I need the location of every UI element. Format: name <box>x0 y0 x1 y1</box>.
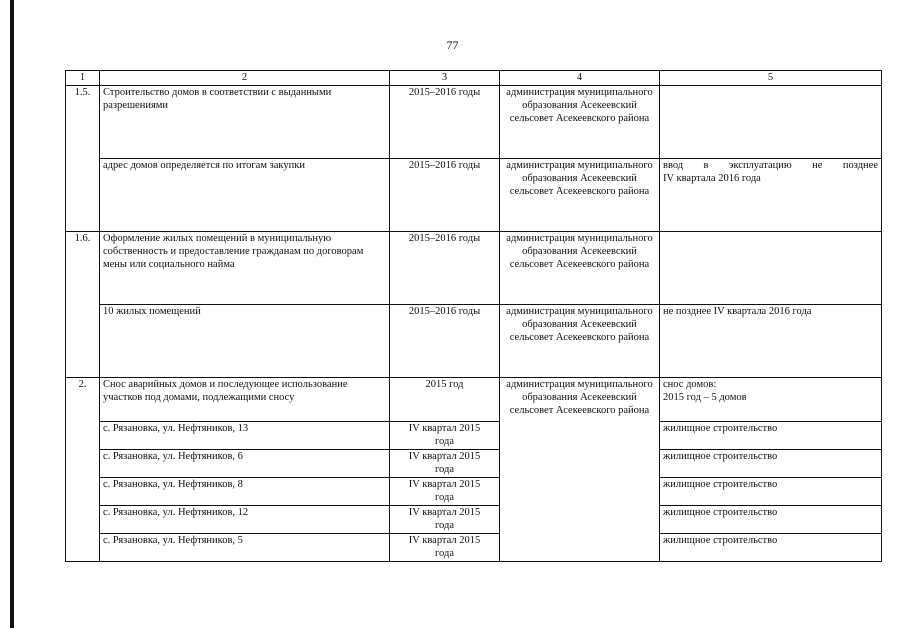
header-row <box>66 71 882 86</box>
activity-term: IV квартал 2015 года <box>390 534 500 562</box>
activity-term: 2015–2016 годы <box>390 232 500 305</box>
activity-term: 2015 год <box>390 378 500 422</box>
result-line: ввод в эксплуатацию не позднее <box>663 160 878 171</box>
house-address: с. Рязановка, ул. Нефтяников, 8 <box>100 478 390 506</box>
expected-result: жилищное строительство <box>660 450 882 478</box>
row-number: 2. <box>66 378 100 562</box>
activity-term: 2015–2016 годы <box>390 305 500 378</box>
column-header: 3 <box>390 71 500 86</box>
responsible-executor: администрация муниципального образования Асекеевский сельсовет Асекеевского района <box>500 159 660 232</box>
page-edge-bar <box>10 0 14 628</box>
expected-result <box>660 232 882 305</box>
table-row <box>66 86 882 159</box>
table-row <box>66 478 882 506</box>
table-row <box>66 232 882 305</box>
table-row <box>66 506 882 534</box>
result-line: IV квартала 2016 года <box>663 173 761 184</box>
responsible-executor: администрация муниципального образования Асекеевский сельсовет Асекеевского района <box>500 232 660 305</box>
column-header: 2 <box>100 71 390 86</box>
table-row <box>66 534 882 562</box>
expected-result <box>660 159 882 232</box>
expected-result <box>660 378 882 422</box>
table-row <box>66 422 882 450</box>
house-address: с. Рязановка, ул. Нефтяников, 13 <box>100 422 390 450</box>
house-address: с. Рязановка, ул. Нефтяников, 5 <box>100 534 390 562</box>
result-line: 2015 год – 5 домов <box>663 392 747 403</box>
activity-name: Оформление жилых помещений в муниципальную собственность и предоставление гражданам по договорам мены или социального найма <box>100 232 390 305</box>
row-number: 1.5. <box>66 86 100 232</box>
table-row <box>66 305 882 378</box>
activity-term: IV квартал 2015 года <box>390 506 500 534</box>
house-address: с. Рязановка, ул. Нефтяников, 12 <box>100 506 390 534</box>
table-row <box>66 450 882 478</box>
expected-result: жилищное строительство <box>660 534 882 562</box>
responsible-executor: администрация муниципального образования Асекеевский сельсовет Асекеевского района <box>500 86 660 159</box>
activity-name: адрес домов определяется по итогам закупки <box>100 159 390 232</box>
house-address: с. Рязановка, ул. Нефтяников, 6 <box>100 450 390 478</box>
column-header: 5 <box>660 71 882 86</box>
activity-term: IV квартал 2015 года <box>390 450 500 478</box>
expected-result <box>660 86 882 159</box>
page-number: 77 <box>446 38 459 52</box>
activity-name: 10 жилых помещений <box>100 305 390 378</box>
result-line: снос домов: <box>663 379 717 390</box>
activity-term: IV квартал 2015 года <box>390 422 500 450</box>
table-row <box>66 159 882 232</box>
expected-result: не позднее IV квартала 2016 года <box>660 305 882 378</box>
activity-term: IV квартал 2015 года <box>390 478 500 506</box>
table-row <box>66 378 882 422</box>
activity-name: Снос аварийных домов и последующее использование участков под домами, подлежащими сносу <box>100 378 390 422</box>
expected-result: жилищное строительство <box>660 506 882 534</box>
expected-result: жилищное строительство <box>660 422 882 450</box>
column-header: 4 <box>500 71 660 86</box>
row-number: 1.6. <box>66 232 100 378</box>
activity-name: Строительство домов в соответствии с выданными разрешениями <box>100 86 390 159</box>
expected-result: жилищное строительство <box>660 478 882 506</box>
responsible-executor: администрация муниципального образования Асекеевский сельсовет Асекеевского района <box>500 305 660 378</box>
column-header: 1 <box>66 71 100 86</box>
plan-table <box>65 70 882 562</box>
responsible-executor: администрация муниципального образования Асекеевский сельсовет Асекеевского района <box>500 378 660 562</box>
activity-term: 2015–2016 годы <box>390 159 500 232</box>
activity-term: 2015–2016 годы <box>390 86 500 159</box>
